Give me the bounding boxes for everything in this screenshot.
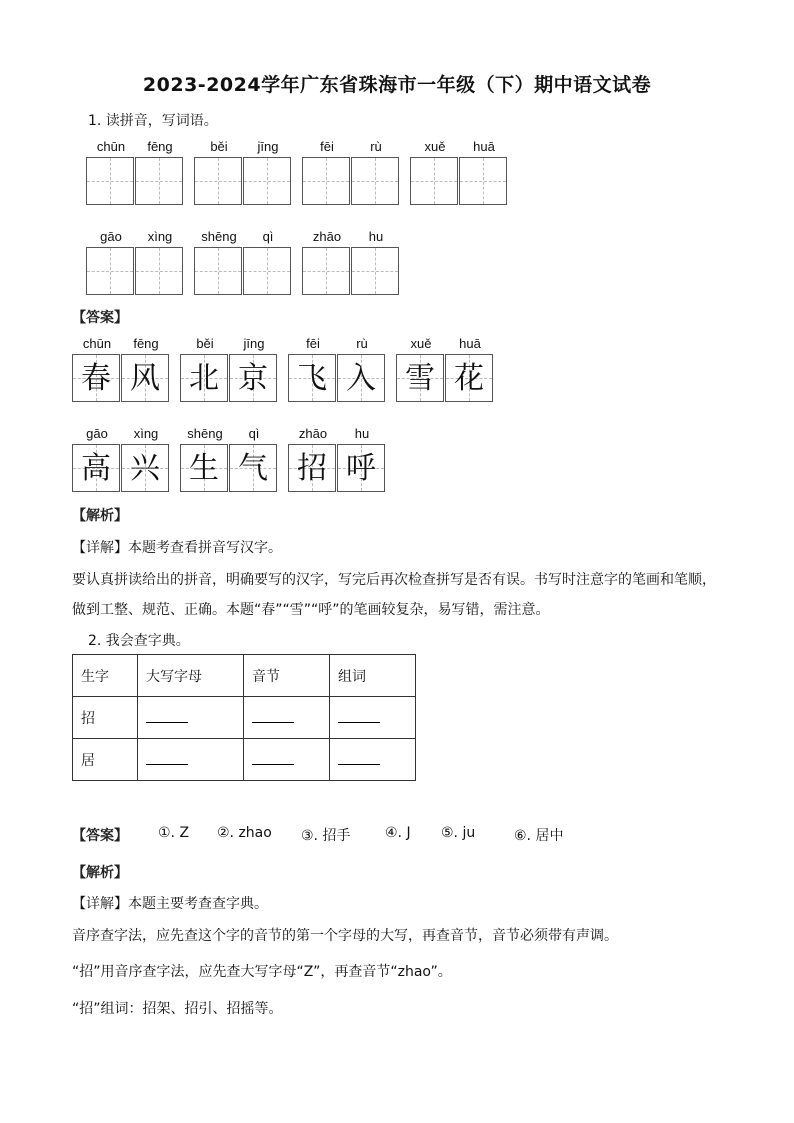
pinyin-label: shēng [201,229,237,244]
header-cell: 生字 [73,655,138,697]
pinyin-label: qì [248,426,260,441]
page-title: 2023-2024学年广东省珠海市一年级（下）期中语文试卷 [142,74,652,96]
pinyin-label: xìng [133,426,159,441]
header-cell: 音节 [244,655,330,697]
answer-item: ②. zhao [217,825,272,841]
blank-cell [244,739,330,781]
pinyin-label: hu [354,426,370,441]
explanation-2-line-2: “招”用音序查字法，应先查大写字母“Z”，再查音节“zhao”。 [72,964,452,980]
answer-character: 气 [238,451,268,486]
answer-item: ⑥. 居中 [514,828,564,844]
character-box [396,354,444,402]
pinyin-label: fēi [320,139,334,154]
answer-character: 呼 [346,451,376,486]
answer-character: 兴 [130,451,160,486]
answer-tag-2: 【答案】 [72,828,128,844]
analysis-tag-2: 【解析】 [72,865,128,881]
writing-box[interactable] [351,247,399,295]
writing-box[interactable] [135,157,183,205]
answer-blank [252,750,294,765]
answer-blank [338,750,380,765]
writing-box[interactable] [135,247,183,295]
pinyin-label: zhāo [298,426,328,441]
character-box [121,444,169,492]
pinyin-label: fēng [147,139,173,154]
answer-item: ④. J [385,825,411,841]
pinyin-label: jīng [243,336,265,351]
blank-cell [330,697,416,739]
answer-tag-1: 【答案】 [72,310,128,326]
detail-1: 【详解】本题考查看拼音写汉字。 [72,540,282,556]
question-2-prompt: 2. 我会查字典。 [88,633,190,649]
writing-box[interactable] [194,247,242,295]
pinyin-label: chūn [82,336,112,351]
character-box [337,354,385,402]
character-box [229,444,277,492]
explanation-1-line-2: 做到工整、规范、正确。本题“春”“雪”“呼”的笔画较复杂，易写错，需注意。 [72,602,550,618]
header-cell: 大写字母 [138,655,244,697]
character-box [72,354,120,402]
writing-box[interactable] [351,157,399,205]
writing-box[interactable] [86,247,134,295]
writing-box[interactable] [302,247,350,295]
character-box [229,354,277,402]
character-box [121,354,169,402]
pinyin-label: xìng [147,229,173,244]
blank-cell [330,739,416,781]
character-box [288,444,336,492]
character-box [72,444,120,492]
writing-box[interactable] [459,157,507,205]
explanation-1-line-1: 要认真拼读给出的拼音，明确要写的汉字，写完后再次检查拼写是否有误。书写时注意字的笔画和笔顺， [72,572,716,588]
answer-blank [338,708,380,723]
writing-box[interactable] [243,247,291,295]
pinyin-label: qì [262,229,274,244]
character-cell: 招 [73,697,138,739]
writing-box[interactable] [410,157,458,205]
answer-blank [252,708,294,723]
answer-character: 入 [346,361,376,396]
answer-blank [146,708,188,723]
answer-item: ⑤. ju [441,825,476,841]
table-row [73,697,416,739]
blank-cell [244,697,330,739]
answer-character: 生 [189,451,219,486]
table-row [73,739,416,781]
answer-character: 北 [189,361,219,396]
answer-character: 春 [81,361,111,396]
writing-box[interactable] [243,157,291,205]
character-box [288,354,336,402]
character-box [337,444,385,492]
answer-character: 花 [454,361,484,396]
pinyin-label: xuě [410,336,432,351]
answer-item: ③. 招手 [301,828,351,844]
answer-blank [146,750,188,765]
character-box [445,354,493,402]
answer-character: 高 [81,451,111,486]
character-box [180,354,228,402]
character-box [180,444,228,492]
blank-cell [138,697,244,739]
pinyin-label: gāo [86,426,108,441]
blank-cell [138,739,244,781]
pinyin-label: rù [356,336,368,351]
pinyin-label: fēng [133,336,159,351]
table-header-row [73,655,416,697]
answer-character: 京 [238,361,268,396]
pinyin-label: fēi [306,336,320,351]
pinyin-label: zhāo [312,229,342,244]
detail-2: 【详解】本题主要考查查字典。 [72,896,268,912]
answer-character: 招 [297,451,327,486]
answer-item: ①. Z [158,825,190,841]
pinyin-label: huā [459,336,481,351]
answer-character: 风 [130,361,160,396]
analysis-tag-1: 【解析】 [72,508,128,524]
pinyin-label: hu [368,229,384,244]
pinyin-label: jīng [257,139,279,154]
writing-box[interactable] [302,157,350,205]
dictionary-table [72,654,416,781]
header-cell: 组词 [330,655,416,697]
pinyin-label: gāo [100,229,122,244]
pinyin-label: huā [473,139,495,154]
explanation-2-line-3: “招”组词：招架、招引、招摇等。 [72,1001,283,1017]
question-1-prompt: 1. 读拼音，写词语。 [88,113,218,129]
writing-box[interactable] [86,157,134,205]
pinyin-label: rù [370,139,382,154]
pinyin-label: chūn [96,139,126,154]
character-cell: 居 [73,739,138,781]
answer-character: 雪 [405,361,435,396]
pinyin-label: shēng [187,426,223,441]
pinyin-label: běi [196,336,214,351]
answer-character: 飞 [297,361,327,396]
answer-row-2 [72,825,672,845]
pinyin-label: xuě [424,139,446,154]
explanation-2-line-1: 音序查字法，应先查这个字的音节的第一个字母的大写，再查音节，音节必须带有声调。 [72,928,618,944]
writing-box[interactable] [194,157,242,205]
pinyin-label: běi [210,139,228,154]
